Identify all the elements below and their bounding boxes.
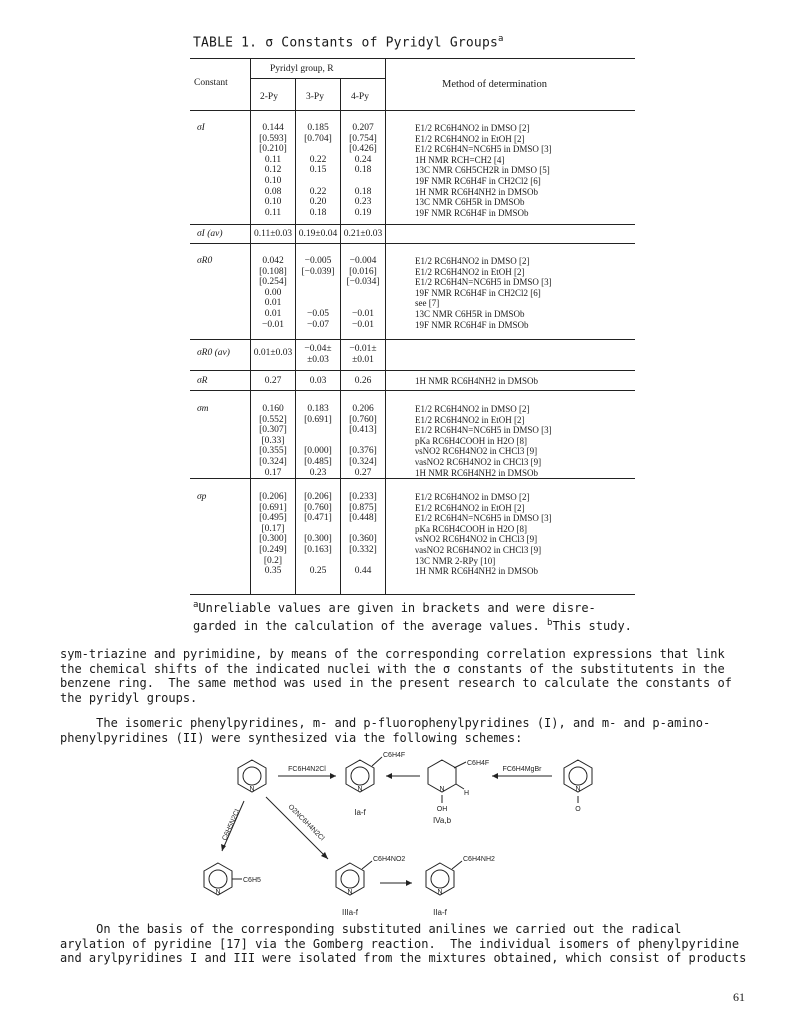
compound-label-iiia: IIIa-f [341, 908, 359, 917]
table-bottom-rule [190, 594, 635, 595]
nitrogen-label: N [215, 889, 221, 896]
substituent-label: C6H5 [243, 877, 261, 884]
header-3py: 3-Py [306, 92, 324, 102]
arrowhead [492, 773, 498, 779]
cell-method: E1/2 RC6H4NO2 in DMSO [2] E1/2 RC6H4NO2 in EtOH [2] E1/2 RC6H4N=NC6H5 in DMSO [3] pKa RC6H4COOH in H2O [8] νsNO2 RC6H4NO2 in CHCl3 [9] νasNO2 RC6H4NO2 in CHCl3 [9] 13C NMR 2-RPy [10] 1H NMR RC6H4NH2 in DMSOb [415, 492, 552, 577]
substituent-label: C6H4NO2 [373, 856, 406, 863]
cell-2py: 0.11±0.03 [253, 229, 293, 239]
cell-3py: 0.183 [0.691] [0.000] [0.485] 0.23 [304, 404, 332, 478]
aromatic-circle [209, 870, 227, 888]
cell-method: E1/2 RC6H4NO2 in DMSO [2] E1/2 RC6H4NO2 in EtOH [2] E1/2 RC6H4N=NC6H5 in DMSO [3] pKa RC6H4COOH in H2O [8] νsNO2 RC6H4NO2 in CHCl3 [9] νasNO2 RC6H4NO2 in CHCl3 [9] 1H NMR RC6H4NH2 in DMSOb [415, 404, 552, 478]
cell-4py: 0.206 [0.760] [0.413] [0.376] [0.324] 0.27 [349, 404, 377, 478]
row-symbol: σR0 (av) [197, 348, 230, 358]
column-divider [340, 78, 341, 594]
row-symbol: σI (av) [197, 229, 223, 239]
arrowhead [221, 844, 226, 851]
cell-3py: [0.206] [0.760] [0.471] [0.300] [0.163] 0.25 [304, 492, 332, 577]
cell-2py: 0.27 [264, 376, 282, 386]
paragraph-gomberg: On the basis of the corresponding substituted anilines we carried out the radical arylation of pyridine [17] via the Gomberg reaction. The individual isomers of phenylpyridine and arylpyridines I and III were isolated from the mixtures obtained, which consist of products [60, 922, 747, 966]
cell-method: E1/2 RC6H4NO2 in DMSO [2] E1/2 RC6H4NO2 in EtOH [2] E1/2 RC6H4N=NC6H5 in DMSO [3] 1H NMR RCH=CH2 [4] 13C NMR C6H5CH2R in DMSO [5] 19F NMR RC6H4F in CH2Cl2 [6] 1H NMR RC6H4NH2 in DMSOb 13C NMR C6H5R in DMSOb 19F NMR RC6H4F in DMSOb [415, 123, 552, 218]
header-method: Method of determination [442, 79, 547, 90]
column-divider [295, 78, 296, 594]
row-symbol: σp [197, 492, 207, 502]
footnote-b-text: This study. [552, 619, 632, 633]
row-rule [190, 224, 635, 225]
oxygen-label: O [575, 806, 581, 813]
substituent-label: C6H4F [467, 760, 490, 767]
aromatic-circle [243, 767, 261, 785]
row-symbol: σR0 [197, 256, 213, 266]
substituent-bond [454, 762, 466, 768]
cell-2py: 0.160 [0.552] [0.307] [0.33] [0.355] [0.324] 0.17 [259, 404, 287, 478]
cell-2py: 0.042 [0.108] [0.254] 0.00 0.01 0.01 −0.01 [259, 256, 287, 330]
substituent-label: C6H4F [383, 752, 406, 759]
h-bond [456, 784, 464, 789]
substituent-bond [362, 861, 372, 869]
cell-4py: −0.004 [0.016] [−0.034] −0.01 −0.01 [346, 256, 380, 330]
header-constant: Constant [194, 78, 228, 88]
arrowhead [406, 880, 412, 886]
column-divider [385, 58, 386, 594]
footnote-a-mark: a [193, 600, 199, 610]
header-2py: 2-Py [260, 92, 278, 102]
cell-3py: 0.03 [309, 376, 327, 386]
page-number: 61 [733, 990, 745, 1004]
row-symbol: σR [197, 376, 208, 386]
nitrogen-label: N [439, 786, 445, 793]
nitrogen-label: N [437, 889, 443, 896]
aromatic-circle [431, 870, 449, 888]
cell-4py: 0.207 [0.754] [0.426] 0.24 0.18 0.18 0.23 0.19 [349, 123, 377, 218]
substituent-bond [452, 861, 462, 869]
reagent-label: C6H5N2Cl [221, 808, 242, 842]
aromatic-circle [341, 870, 359, 888]
cell-4py: −0.01± ±0.01 [349, 344, 377, 365]
substituent-label: C6H4NH2 [463, 856, 495, 863]
cell-3py: −0.005 [−0.039] −0.05 −0.07 [301, 256, 335, 330]
row-rule [190, 243, 635, 244]
cell-method: E1/2 RC6H4NO2 in DMSO [2] E1/2 RC6H4NO2 in EtOH [2] E1/2 RC6H4N=NC6H5 in DMSO [3] 19F NMR RC6H4F in CH2Cl2 [6] see [7] 13C NMR C6H5R in DMSOb 19F NMR RC6H4F in DMSOb [415, 256, 552, 330]
row-rule [190, 390, 635, 391]
reaction-arrow [266, 797, 328, 859]
cell-4py: [0.233] [0.875] [0.448] [0.360] [0.332] 0.44 [349, 492, 377, 577]
cell-method: 1H NMR RC6H4NH2 in DMSOb [415, 376, 539, 386]
nitrogen-label: N [249, 786, 255, 793]
row-rule [190, 339, 635, 340]
table-top-rule [190, 58, 635, 59]
arrowhead [386, 773, 392, 779]
hydroxyl-label: OH [436, 806, 448, 813]
footnote-b-mark: b [547, 618, 553, 628]
substituent-bond [372, 757, 382, 766]
aromatic-circle [351, 767, 369, 785]
synthesis-scheme [200, 745, 620, 920]
compound-label-iia: IIa-f [433, 908, 447, 917]
column-divider [250, 58, 251, 594]
header-bottom-rule [190, 110, 635, 111]
footnote-a-text: Unreliable values are given in brackets and were disre- garded in the calculation of the average values. [193, 601, 596, 633]
cell-3py: 0.19±0.04 [298, 229, 338, 239]
hydrogen-label: H [464, 790, 470, 797]
paragraph-synthesis: The isomeric phenylpyridines, m- and p-fluorophenylpyridines (I), and m- and p-amino- phenylpyridines (II) were synthesized via the following schemes: [60, 716, 711, 745]
row-rule [190, 370, 635, 371]
nitrogen-label: N [357, 786, 363, 793]
table-title-text: TABLE 1. σ Constants of Pyridyl Groups [193, 35, 499, 51]
reagent-label: O2NC6H4N2Cl [286, 803, 326, 843]
cell-2py: [0.206] [0.691] [0.495] [0.17] [0.300] [0.249] [0.2] 0.35 [259, 492, 287, 577]
compound-label-ia: Ia-f [354, 808, 366, 817]
nitrogen-label: N [347, 889, 353, 896]
cell-3py: −0.04± ±0.03 [304, 344, 332, 365]
compound-label-iva: IVa,b [432, 816, 452, 825]
nitrogen-label: N [575, 786, 581, 793]
arrowhead [330, 773, 336, 779]
header-pyridyl-group: Pyridyl group, R [270, 64, 334, 74]
table-title [193, 34, 504, 50]
group-header-rule [250, 78, 385, 79]
reagent-label: FC6H4N2Cl [288, 766, 326, 773]
header-4py: 4-Py [351, 92, 369, 102]
row-symbol: σm [197, 404, 209, 414]
table-footnote [193, 598, 663, 634]
reagent-label: FC6H4MgBr [502, 766, 542, 773]
cell-4py: 0.21±0.03 [343, 229, 383, 239]
paragraph-correlation: sym-triazine and pyrimidine, by means of the corresponding correlation expressions that link the chemical shifts of the indicated nuclei with the σ constants of the substitutents in the benzene ring. The same method was used in the present research to calculate the constants of the pyridyl groups. [60, 647, 732, 705]
row-symbol: σI [197, 123, 205, 133]
cell-4py: 0.26 [354, 376, 372, 386]
aromatic-circle [569, 767, 587, 785]
table-title-footnote-mark: a [498, 34, 504, 44]
cell-2py: 0.144 [0.593] [0.210] 0.11 0.12 0.10 0.08 0.10 0.11 [259, 123, 287, 218]
cell-2py: 0.01±0.03 [253, 348, 293, 358]
cell-3py: 0.185 [0.704] 0.22 0.15 0.22 0.20 0.18 [304, 123, 332, 218]
